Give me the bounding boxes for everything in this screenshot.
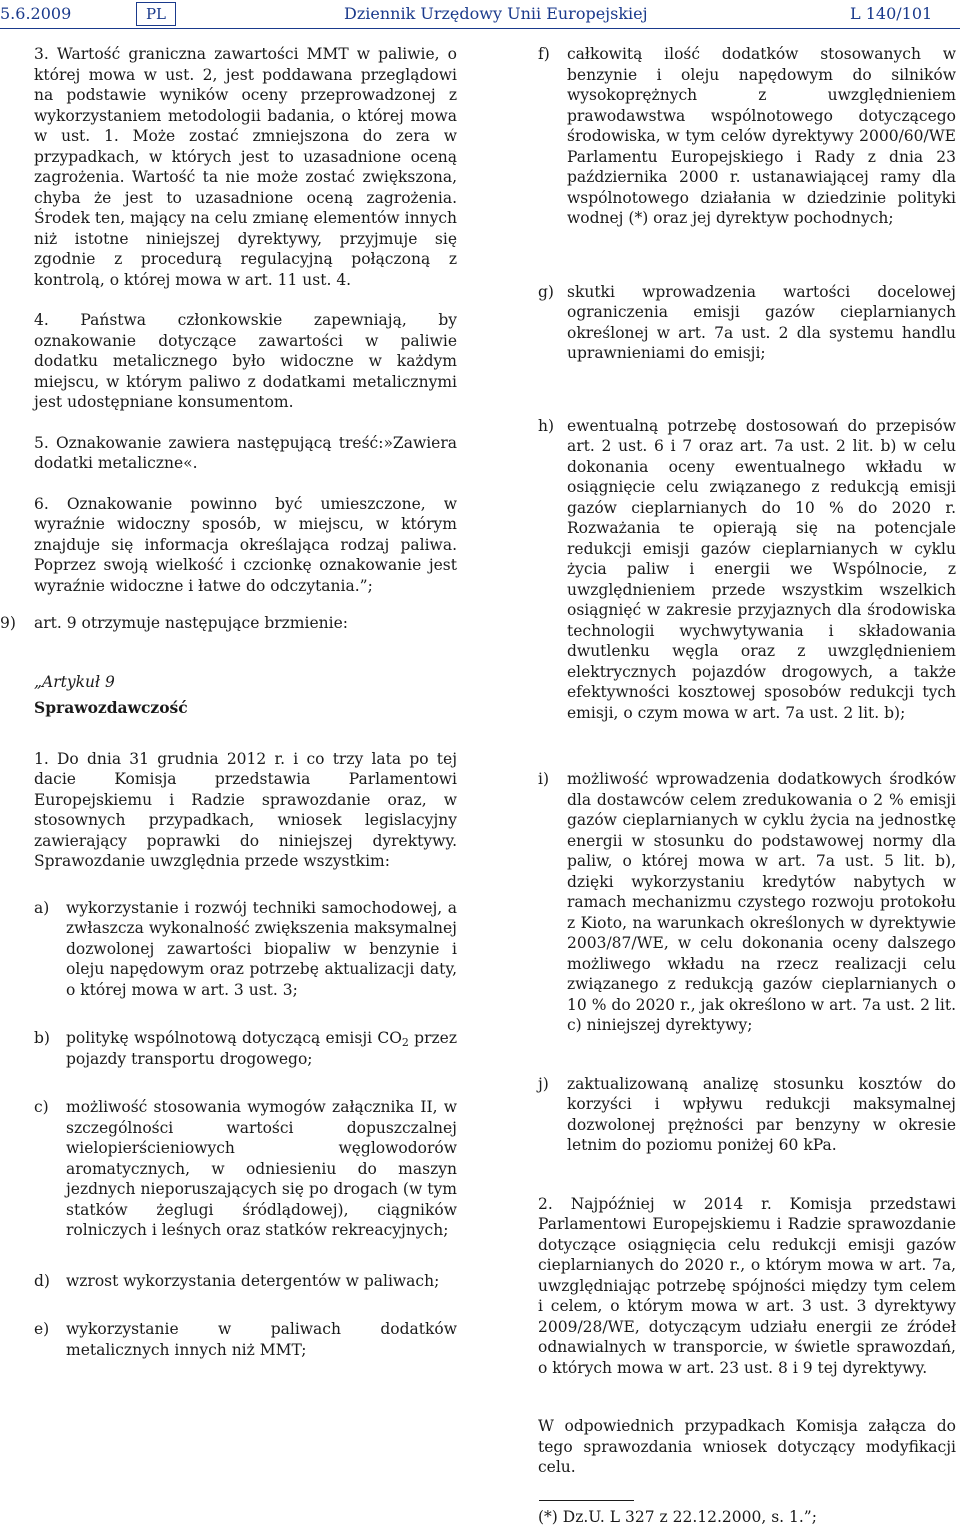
amendment-9-label: 9) (0, 613, 16, 634)
header-rule (0, 28, 960, 29)
header-date: 5.6.2009 (0, 4, 71, 25)
list-item-c: c) możliwość stosowania wymogów załącznika II, w szczególności wartości dopuszczalnej wielopierścieniowych węglowodorów aromatycznych, w odniesieniu do maszyn jezdnych nieporuszających się po drogach (w tym statków żeglugi śródlądowej), ciągników rolniczych i leśnych oraz statków rekreacyjnych; (34, 1097, 457, 1241)
closing-paragraph: W odpowiednich przypadkach Komisja załącza do tego sprawozdania wniosek dotyczący modyfikacji celu. (538, 1416, 956, 1478)
amendment-9-text: art. 9 otrzymuje następujące brzmienie: (34, 614, 348, 632)
header-page-reference: L 140/101 (850, 4, 932, 25)
header-language-box: PL (136, 2, 176, 26)
paragraph-2: 2. Najpóźniej w 2014 r. Komisja przedstawi Parlamentowi Europejskiemu i Radzie sprawozdanie dotyczące osiągnięcia celu redukcji emisji gazów cieplarnianych do 2020 r., o którym mowa w art. 7a, uwzględniając potrzebę spójności między tym celem i celem, o którym mowa w art. 3 ust. 3 dyrektywy 2009/28/WE, dotyczącym udziału energii ze źródeł odnawialnych w transporcie, w świetle sprawozdań, o których mowa w art. 23 ust. 8 i 9 tej dyrektywy. (538, 1194, 956, 1379)
left-column (34, 44, 457, 1360)
list-item-b: b) politykę wspólnotową dotyczącą emisji $CO_2$ przez pojazdy transportu drogowego; (34, 1028, 457, 1069)
paragraph-5: 5. Oznakowanie zawiera następującą treść:»Zawiera dodatki metaliczne«. (34, 433, 457, 474)
list-item-i: i) możliwość wprowadzenia dodatkowych środków dla dostawców celem zredukowania o 2 % emisji gazów cieplarnianych w cyklu życia na jednostkę energii w stosunku do podstawowej normy dla paliw, o której mowa w art. 7a ust. 5 lit. b), dzięki wykorzystaniu kredytów nabytych w ramach mechanizmu czystego rozwoju protokołu z Kioto, na warunkach określonych w dyrektywie 2003/87/WE, w celu dokonania oceny dalszego możliwego wkładu na rzecz realizacji celu związanego z redukcją gazów cieplarnianych o 10 % do 2020 r., jak określono w art. 7a ust. 2 lit. c) niniejszej dyrektywy; (538, 769, 956, 1036)
right-column (538, 44, 956, 1527)
paragraph-3: 3. Wartość graniczna zawartości MMT w paliwie, o której mowa w ust. 2, jest poddawana przeglądowi na podstawie wyników oceny przeprowadzonej z wykorzystaniem metodologii badania, o której mowa w ust. 1. Może zostać zmniejszona do zera w przypadkach, w których jest to uzasadnione oceną zagrożenia. Wartość ta nie może zostać zwiększona, chyba że jest to uzasadnione oceną zagrożenia. Środek ten, mający na celu zmianę elementów innych niż istotne niniejszej dyrektywy, przyjmuje się zgodnie z procedurą regulacyjną połączoną z kontrolą, o której mowa w art. 11 ust. 4. (34, 44, 457, 290)
list-item-f: f) całkowitą ilość dodatków stosowanych w benzynie i oleju napędowym do silników wysokoprężnych z uwzględnieniem prawodawstwa wspólnotowego dotyczącego środowiska, w tym celów dyrektywy 2000/60/WE Parlamentu Europejskiego i Rady z dnia 23 października 2000 r. ustanawiającej ramy dla wspólnotowego działania w dziedzinie polityki wodnej (*) oraz jej dyrektyw pochodnych; (538, 44, 956, 229)
paragraph-1: 1. Do dnia 31 grudnia 2012 r. i co trzy lata po tej dacie Komisja przedstawia Parlamentowi Europejskiemu i Radzie sprawozdanie oraz, w stosownych przypadkach, wniosek legislacyjny zawierający poprawki do niniejszej dyrektywy. Sprawozdanie uwzględnia przede wszystkim: (34, 749, 457, 872)
list-item-h: h) ewentualną potrzebę dostosowań do przepisów art. 2 ust. 6 i 7 oraz art. 7a ust. 2 lit. b) w celu dokonania oceny ewentualnego wkładu w osiągnięcie celu związanego z redukcją emisji gazów cieplarnianych do 10 % do 2020 r. Rozważania te opierają się na potencjale redukcji emisji gazów cieplarnianych w cyklu życia paliw i energii we Wspólnocie, z uwzględnieniem przede wszystkim wszelkich osiągnięć w zakresie przyjaznych dla środowiska technologii wychwytywania i składowania dwutlenku węgla oraz z uwzględnieniem elektrycznych pojazdów drogowych, a także efektywności kosztowej sposobów redukcji tych emisji, o czym mowa w art. 7a ust. 2 lit. b); (538, 416, 956, 724)
list-item-d: d) wzrost wykorzystania detergentów w paliwach; (34, 1271, 457, 1292)
page-header (0, 0, 960, 30)
paragraph-6: 6. Oznakowanie powinno być umieszczone, w wyraźnie widoczny sposób, w miejscu, w którym znajduje się informacja określająca rodzaj paliwa. Poprzez swoją wielkość i czcionkę oznakowanie jest wyraźnie widoczne i łatwe do odczytania.”; (34, 494, 457, 597)
list-item-a: a) wykorzystanie i rozwój techniki samochodowej, a zwłaszcza wykonalność zwiększenia maksymalnej dozwolonej zawartości biopaliw w benzynie i oleju napędowym oraz potrzebę aktualizacji daty, o której mowa w art. 3 ust. 3; (34, 898, 457, 1001)
header-journal-title: Dziennik Urzędowy Unii Europejskiej (344, 4, 648, 25)
footnote: (*) Dz.U. L 327 z 22.12.2000, s. 1.”; (538, 1507, 956, 1527)
list-item-g: g) skutki wprowadzenia wartości docelowej ograniczenia emisji gazów cieplarnianych określonej w art. 7a ust. 2 dla systemu handlu uprawnieniami do emisji; (538, 282, 956, 364)
article-heading: Sprawozdawczość (34, 698, 457, 719)
list-item-e: e) wykorzystanie w paliwach dodatków metalicznych innych niż MMT; (34, 1319, 457, 1360)
article-title: „Artykuł 9 (34, 672, 457, 693)
paragraph-4: 4. Państwa członkowskie zapewniają, by oznakowanie dotyczące zawartości w paliwie dodatku metalicznego było widoczne w każdym miejscu, w którym paliwo z dodatkami metalicznymi jest udostępniane konsumentom. (34, 310, 457, 413)
amendment-9 (34, 613, 457, 634)
list-item-j: j) zaktualizowaną analizę stosunku kosztów do korzyści i wpływu redukcji maksymalnej dozwolonej prężności par benzyny w okresie letnim do poziomu poniżej 60 kPa. (538, 1074, 956, 1156)
